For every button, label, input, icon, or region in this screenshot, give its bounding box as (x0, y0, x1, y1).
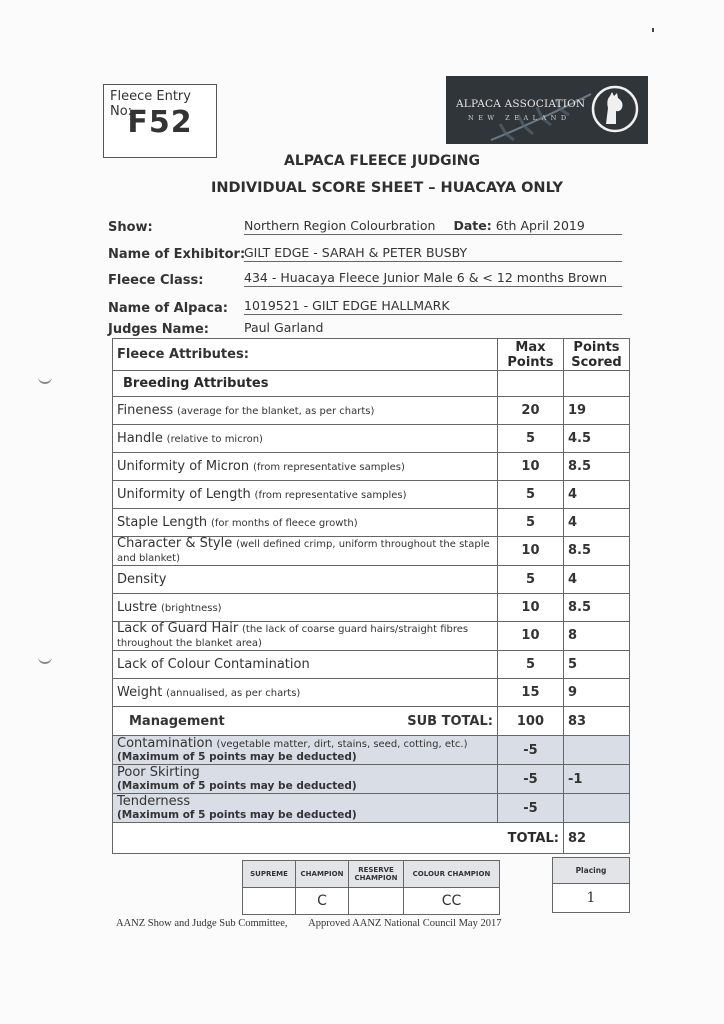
attribute-name: Lustre (117, 600, 158, 615)
exhibitor-label: Name of Exhibitor: (108, 247, 246, 262)
deduction-name: Tenderness (117, 794, 191, 809)
subtotal-scored: 83 (563, 707, 629, 736)
subtotal-max: 100 (497, 707, 563, 736)
attribute-name: Lack of Colour Contamination (117, 657, 310, 672)
placing-table (552, 857, 630, 913)
show-label: Show: (108, 220, 153, 235)
max-points-cell: 10 (497, 622, 563, 651)
attribute-row (113, 481, 630, 509)
attribute-cell (113, 651, 498, 679)
points-scored-cell: 5 (563, 651, 629, 679)
deduction-rule: (Maximum of 5 points may be deducted) (117, 780, 357, 792)
form-subtitle: INDIVIDUAL SCORE SHEET – HUACAYA ONLY (210, 180, 564, 196)
footer-committee: AANZ Show and Judge Sub Committee, (116, 918, 288, 929)
attribute-row (113, 453, 630, 481)
attribute-cell (113, 425, 498, 453)
max-points-cell: 5 (497, 651, 563, 679)
points-scored-cell: 4 (563, 566, 629, 594)
deduction-scored-cell (563, 794, 629, 823)
attribute-cell (113, 509, 498, 537)
attribute-cell (113, 397, 498, 425)
total-row (113, 823, 630, 854)
max-points-cell: 5 (497, 566, 563, 594)
total-scored: 82 (563, 823, 629, 854)
deduction-name: Contamination (117, 736, 213, 751)
alpaca-association-logo (446, 76, 648, 144)
punch-hole-mark (38, 372, 52, 384)
attribute-row (113, 651, 630, 679)
deduction-rule: (Maximum of 5 points may be deducted) (117, 809, 357, 821)
fleece-entry-label: Fleece Entry No: (110, 89, 191, 119)
attribute-row (113, 509, 630, 537)
logo-subtitle: NEW ZEALAND (468, 114, 571, 122)
attribute-name: Uniformity of Length (117, 487, 251, 502)
empty-cell (497, 371, 563, 397)
attribute-cell (113, 622, 498, 651)
empty-cell (563, 371, 629, 397)
alpaca-name-value: 1019521 - GILT EDGE HALLMARK (244, 298, 622, 315)
points-scored-cell: 8.5 (563, 453, 629, 481)
attribute-cell (113, 566, 498, 594)
points-scored-header-line2: Scored (571, 354, 622, 370)
attribute-row (113, 537, 630, 566)
attribute-cell (113, 679, 498, 707)
judge-value: Paul Garland (244, 320, 324, 335)
fleece-entry-box (103, 84, 217, 158)
fleece-class-value: 434 - Huacaya Fleece Junior Male 6 & < 12 months Brown (244, 270, 622, 287)
max-points-cell: 10 (497, 453, 563, 481)
attribute-row (113, 566, 630, 594)
attribute-note: (average for the blanket, as per charts) (177, 406, 375, 417)
exhibitor-value: GILT EDGE - SARAH & PETER BUSBY (244, 245, 622, 262)
management-label: Management (129, 713, 225, 729)
attribute-row (113, 594, 630, 622)
champion-value: C (296, 888, 349, 915)
points-scored-header-line1: Points (573, 339, 620, 355)
points-scored-cell: 8 (563, 622, 629, 651)
attribute-row (113, 425, 630, 453)
attribute-note: (brightness) (161, 603, 222, 614)
deduction-max-cell: -5 (497, 765, 563, 794)
breeding-attributes-label: Breeding Attributes (113, 371, 498, 397)
deduction-cell (113, 765, 498, 794)
fleece-class-label: Fleece Class: (108, 273, 204, 288)
max-points-cell: 10 (497, 537, 563, 566)
attribute-row (113, 397, 630, 425)
alpaca-name-label: Name of Alpaca: (108, 301, 228, 316)
attribute-name: Fineness (117, 403, 174, 418)
breeding-section-row (113, 371, 630, 397)
points-scored-cell: 8.5 (563, 537, 629, 566)
subtotal-label-cell (113, 707, 498, 736)
colour-champion-header: COLOUR CHAMPION (404, 861, 500, 888)
show-value-line (244, 218, 622, 235)
attribute-note: (the lack of coarse guard hairs/straight fibres throughout the blanket area) (117, 624, 469, 649)
attribute-cell (113, 594, 498, 622)
attribute-name: Staple Length (117, 515, 208, 530)
deduction-cell (113, 736, 498, 765)
attribute-note: (for months of fleece growth) (210, 518, 358, 529)
points-scored-header (563, 339, 629, 371)
deduction-scored-cell (563, 736, 629, 765)
fleece-entry-number: F52 (127, 105, 193, 140)
deduction-max-cell: -5 (497, 794, 563, 823)
max-points-header (497, 339, 563, 371)
form-title: ALPACA FLEECE JUDGING (284, 153, 480, 169)
attribute-note: (annualised, as per charts) (166, 688, 301, 699)
punch-hole-mark (38, 652, 52, 664)
fleece-attributes-header: Fleece Attributes: (113, 339, 498, 371)
points-scored-cell: 4.5 (563, 425, 629, 453)
attribute-cell (113, 481, 498, 509)
supreme-value (243, 888, 296, 915)
points-scored-cell: 9 (563, 679, 629, 707)
date-value: 6th April 2019 (495, 218, 585, 233)
deduction-row (113, 736, 630, 765)
max-points-cell: 20 (497, 397, 563, 425)
subtotal-row (113, 707, 630, 736)
points-scored-cell: 4 (563, 481, 629, 509)
points-scored-cell: 19 (563, 397, 629, 425)
deduction-scored-cell: -1 (563, 765, 629, 794)
deduction-cell (113, 794, 498, 823)
points-scored-cell: 4 (563, 509, 629, 537)
attribute-note: (from representative samples) (254, 490, 407, 501)
attribute-name: Handle (117, 431, 163, 446)
attribute-cell (113, 537, 498, 566)
max-points-header-line2: Points (507, 354, 554, 370)
reserve-champion-header: RESERVE CHAMPION (349, 861, 404, 888)
scan-mark (652, 28, 654, 32)
attribute-name: Character & Style (117, 536, 233, 551)
awards-table (242, 860, 500, 915)
max-points-cell: 5 (497, 425, 563, 453)
placing-value: 1 (553, 884, 630, 913)
attribute-note: (well defined crimp, uniform throughout the staple and blanket) (117, 539, 490, 564)
deduction-rule: (Maximum of 5 points may be deducted) (117, 751, 357, 763)
footer (116, 918, 501, 929)
points-scored-cell: 8.5 (563, 594, 629, 622)
max-points-cell: 5 (497, 481, 563, 509)
attribute-name: Weight (117, 685, 163, 700)
max-points-cell: 10 (497, 594, 563, 622)
colour-champion-value: CC (404, 888, 500, 915)
alpaca-head-icon (590, 84, 640, 134)
score-table (112, 338, 630, 854)
table-header-row (113, 339, 630, 371)
max-points-header-line1: Max (515, 339, 546, 355)
max-points-cell: 5 (497, 509, 563, 537)
subtotal-label: SUB TOTAL: (407, 713, 493, 729)
champion-header: CHAMPION (296, 861, 349, 888)
logo-title: ALPACA ASSOCIATION (456, 98, 586, 110)
attribute-name: Density (117, 572, 167, 587)
total-label: TOTAL: (113, 823, 564, 854)
deduction-note: (vegetable matter, dirt, stains, seed, cotting, etc.) (216, 739, 468, 750)
judge-label: Judges Name: (108, 322, 209, 337)
attribute-note: (from representative samples) (252, 462, 405, 473)
attribute-name: Lack of Guard Hair (117, 621, 239, 636)
show-value: Northern Region Colourbration (244, 218, 436, 233)
deduction-row (113, 794, 630, 823)
footer-approval: Approved AANZ National Council May 2017 (308, 918, 502, 929)
deduction-row (113, 765, 630, 794)
reserve-champion-value (349, 888, 404, 915)
deduction-name: Poor Skirting (117, 765, 200, 780)
attribute-name: Uniformity of Micron (117, 459, 250, 474)
attribute-row (113, 622, 630, 651)
date-label: Date: (453, 218, 492, 233)
supreme-header: SUPREME (243, 861, 296, 888)
attribute-cell (113, 453, 498, 481)
deduction-max-cell: -5 (497, 736, 563, 765)
attribute-row (113, 679, 630, 707)
max-points-cell: 15 (497, 679, 563, 707)
placing-label: Placing (553, 858, 630, 884)
attribute-note: (relative to micron) (166, 434, 263, 445)
